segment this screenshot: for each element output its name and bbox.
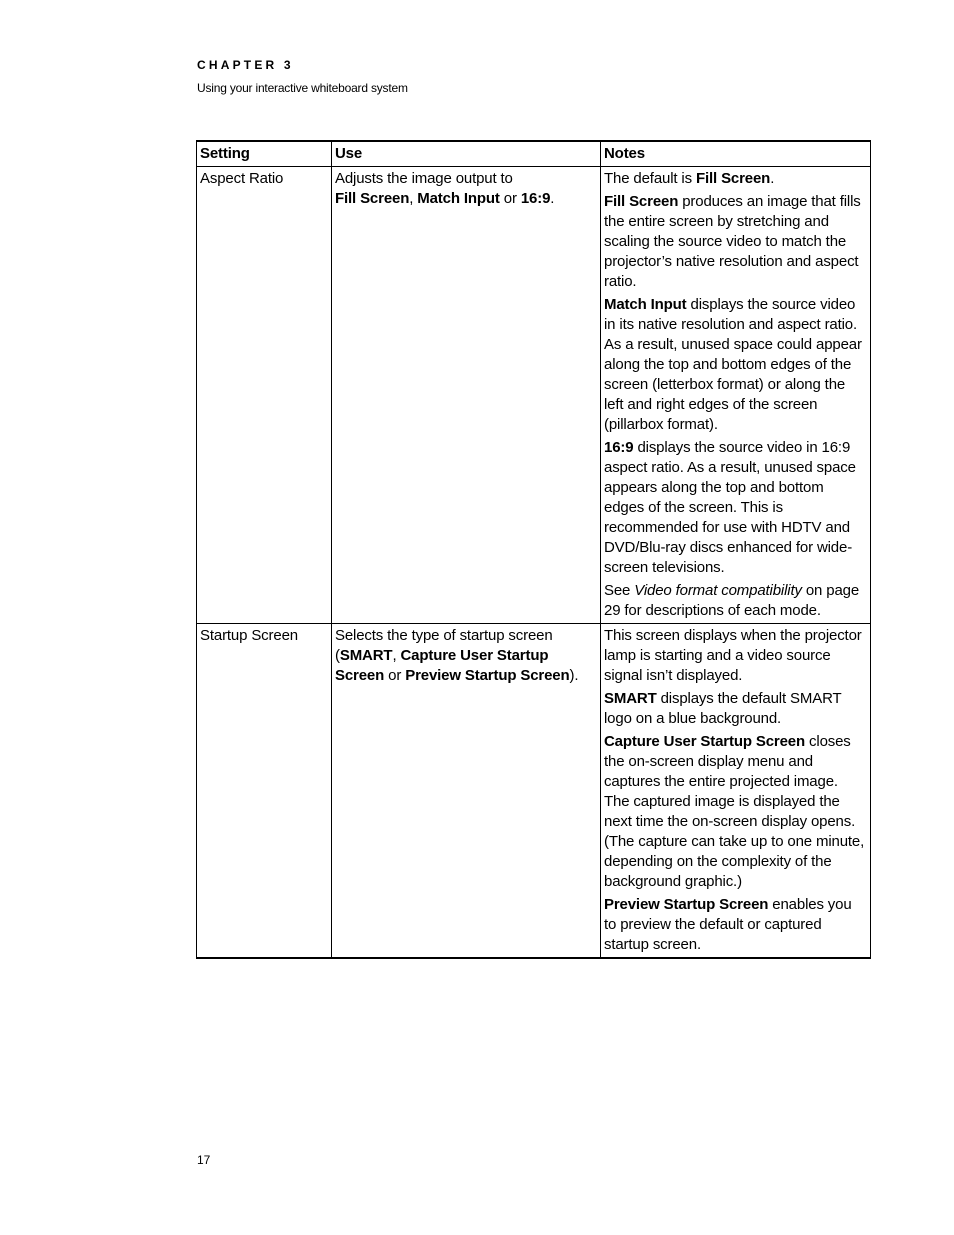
option-name: Preview Startup Screen bbox=[405, 667, 570, 684]
use-cell: Adjusts the image output to Fill Screen, Match Input or 16:9. bbox=[332, 167, 601, 624]
column-header-setting: Setting bbox=[197, 141, 332, 167]
setting-cell: Aspect Ratio bbox=[197, 167, 332, 624]
note-paragraph: Capture User Startup Screen closes the on-screen display menu and captures the entire projected image. The captured image is displayed the next time the on-screen display opens. (The capture can take up to one minute, depending on the complexity of the background graphic.) bbox=[604, 733, 865, 890]
note-paragraph: The default is Fill Screen. bbox=[604, 170, 775, 187]
table-row bbox=[197, 167, 871, 624]
note-paragraph: See Video format compatibility on page 29 for descriptions of each mode. bbox=[604, 582, 860, 619]
chapter-subtitle: Using your interactive whiteboard system bbox=[197, 81, 408, 95]
option-name: Match Input bbox=[417, 190, 500, 207]
note-paragraph: 16:9 displays the source video in 16:9 aspect ratio. As a result, unused space appears along the top and bottom edges of the screen. This is recommended for use with HDTV and DVD/Blu-ray discs enhanced for wide-screen televisions. bbox=[604, 439, 856, 576]
chapter-label: CHAPTER 3 bbox=[197, 58, 294, 72]
option-name: Fill Screen bbox=[335, 190, 410, 207]
table-header-row bbox=[197, 141, 871, 167]
note-paragraph: SMART displays the default SMART logo on a blue background. bbox=[604, 690, 842, 727]
notes-cell bbox=[601, 624, 871, 959]
note-paragraph: This screen displays when the projector lamp is starting and a video source signal isn’t displayed. bbox=[604, 627, 862, 684]
note-paragraph: Fill Screen produces an image that fills the entire screen by stretching and scaling the source video to match the projector’s native resolution and aspect ratio. bbox=[604, 193, 861, 290]
table-row bbox=[197, 624, 871, 959]
column-header-notes: Notes bbox=[601, 141, 871, 167]
note-paragraph: Preview Startup Screen enables you to preview the default or captured startup screen. bbox=[604, 896, 852, 953]
page-number: 17 bbox=[197, 1153, 211, 1167]
note-paragraph: Match Input displays the source video in its native resolution and aspect ratio. As a result, unused space could appear along the top and bottom edges of the screen (letterbox format) or along the left and right edges of the screen (pillarbox format). bbox=[604, 296, 862, 433]
option-name: Capture User Startup Screen bbox=[335, 647, 549, 684]
settings-table bbox=[196, 140, 871, 959]
option-name: SMART bbox=[339, 647, 393, 664]
setting-cell: Startup Screen bbox=[197, 624, 332, 959]
use-text: Selects the type of startup screen ( bbox=[335, 627, 553, 664]
use-cell: Selects the type of startup screen (SMART, Capture User Startup Screen or Preview Startup Screen). bbox=[332, 624, 601, 959]
cross-reference: Video format compatibility bbox=[634, 582, 802, 599]
option-name: 16:9 bbox=[520, 190, 551, 207]
notes-cell bbox=[601, 167, 871, 624]
column-header-use: Use bbox=[332, 141, 601, 167]
use-text: Adjusts the image output to bbox=[335, 170, 513, 187]
